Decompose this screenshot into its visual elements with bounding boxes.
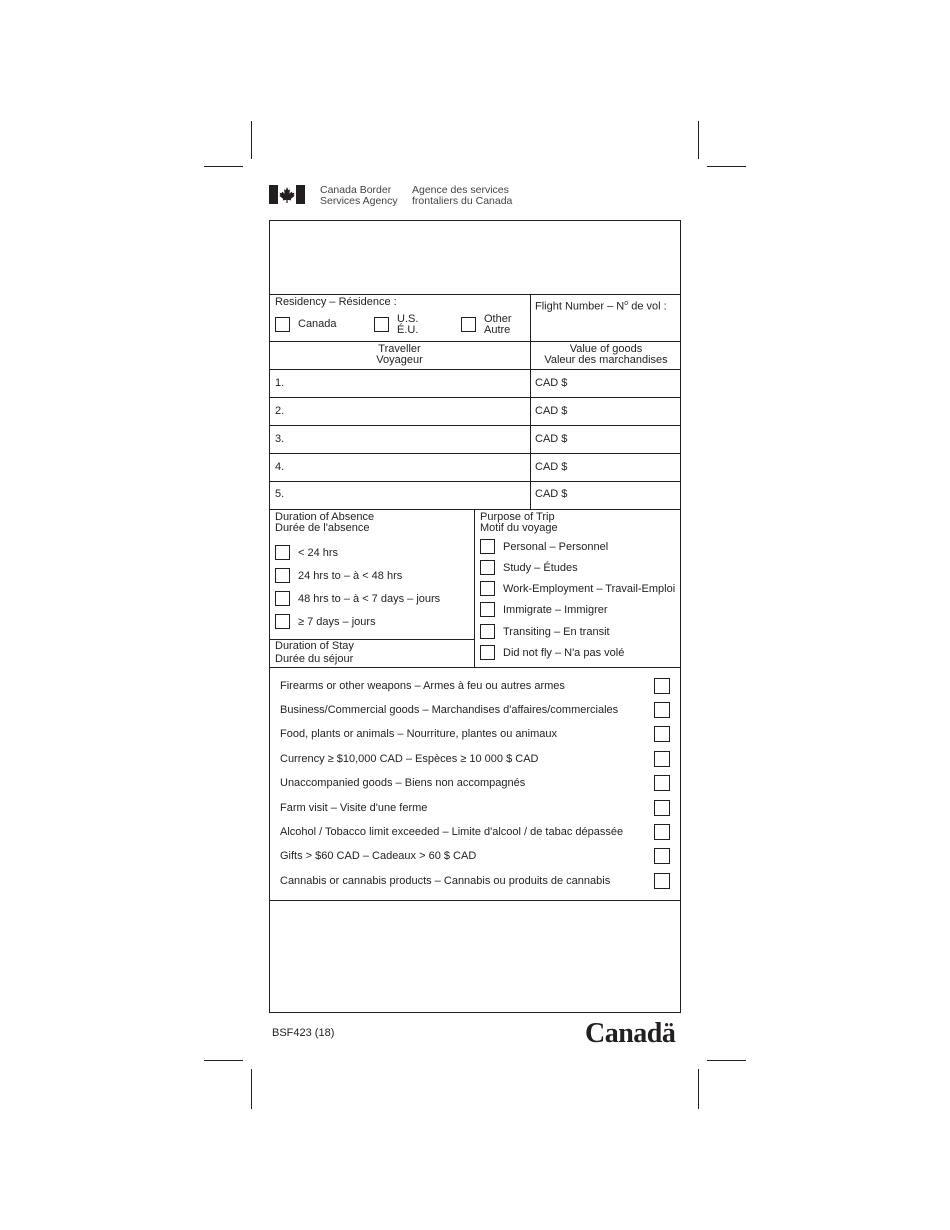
value-header-line2: Valeur des marchandises [544,354,668,366]
declaration-gifts-checkbox[interactable] [654,848,670,864]
duration-stay-heading [275,641,354,665]
divider [269,667,681,668]
traveller-number-2: 2. [275,405,285,417]
purpose-line2: Motif du voyage [480,522,558,534]
residency-canada-label: Canada [298,318,337,330]
value-header [531,344,681,366]
purpose-immigrate-checkbox[interactable] [480,602,495,617]
crop-mark [707,1060,746,1061]
divider [269,294,681,295]
flight-number-label [535,298,667,313]
declaration-label: Unaccompanied goods – Biens non accompagnés [280,777,526,789]
duration-under-24-checkbox[interactable] [275,545,290,560]
divider [269,453,681,454]
crop-mark [707,166,746,167]
crop-mark [204,1060,243,1061]
residency-other-line2: Autre [484,324,511,336]
purpose-study-checkbox[interactable] [480,560,495,575]
duration-stay-line1: Duration of Stay [275,640,354,652]
agency-name-fr [412,185,512,206]
traveller-number-1: 1. [275,377,285,389]
divider [269,509,681,510]
residency-us-line2: É.U. [397,324,419,336]
duration-absence-line1: Duration of Absence [275,511,375,523]
declaration-label: Business/Commercial goods – Marchandises d'affaires/commerciales [280,704,619,716]
declaration-currency-checkbox[interactable] [654,751,670,767]
declaration-label: Currency ≥ $10,000 CAD – Espèces ≥ 10 000 $ CAD [280,753,539,765]
duration-absence-line2: Durée de l'absence [275,522,370,534]
value-header-line1: Value of goods [569,343,643,355]
declaration-label: Gifts > $60 CAD – Cadeaux > 60 $ CAD [280,850,477,862]
traveller-header-line1: Traveller [378,343,421,355]
residency-us-label [397,314,418,336]
purpose-personal-checkbox[interactable] [480,539,495,554]
declaration-label: Alcohol / Tobacco limit exceeded – Limite d'alcool / de tabac dépassée [280,826,624,838]
agency-en-line1: Canada Border [320,184,392,196]
purpose-work-checkbox[interactable] [480,581,495,596]
purpose-did-not-fly-checkbox[interactable] [480,645,495,660]
residency-other-checkbox[interactable] [461,317,476,332]
divider [269,425,681,426]
declaration-food-checkbox[interactable] [654,726,670,742]
agency-fr-line2: frontaliers du Canada [412,194,513,207]
duration-option-label: ≥ 7 days – jours [298,616,376,628]
traveller-number-4: 4. [275,461,285,473]
declaration-alcohol-tobacco-checkbox[interactable] [654,824,670,840]
residency-canada-checkbox[interactable] [275,317,290,332]
purpose-line1: Purpose of Trip [480,511,555,523]
form-code: BSF423 (18) [272,1027,335,1039]
traveller-number-5: 5. [275,488,285,500]
purpose-option-label: Personal – Personnel [503,541,609,553]
agency-fr-line1: Agence des services [412,184,509,196]
declaration-unaccompanied-checkbox[interactable] [654,775,670,791]
duration-option-label: 48 hrs to – à < 7 days – jours [298,593,441,605]
traveller-header [269,344,530,366]
column-divider [530,294,531,509]
residency-us-checkbox[interactable] [374,317,389,332]
duration-48-7days-checkbox[interactable] [275,591,290,606]
purpose-option-label: Transiting – En transit [503,626,610,638]
residency-other-label [484,314,512,336]
crop-mark [698,121,699,159]
purpose-option-label: Study – Études [503,562,578,574]
duration-stay-line2: Durée du séjour [275,653,354,665]
duration-24-48-checkbox[interactable] [275,568,290,583]
purpose-option-label: Did not fly – N'a pas volé [503,647,625,659]
declaration-label: Cannabis or cannabis products – Cannabis ou produits de cannabis [280,875,611,887]
declaration-business-goods-checkbox[interactable] [654,702,670,718]
flight-label-sup: o [624,300,629,307]
residency-other-line1: Other [484,313,512,325]
duration-absence-heading [275,512,374,534]
agency-en-line2: Services Agency [320,194,398,207]
flight-label-suffix: de vol : [628,300,667,313]
crop-mark [698,1069,699,1109]
declaration-label: Food, plants or animals – Nourriture, plantes ou animaux [280,728,557,740]
traveller-value-5: CAD $ [535,488,568,500]
divider [269,341,681,342]
traveller-value-1: CAD $ [535,377,568,389]
traveller-value-4: CAD $ [535,461,568,473]
crop-mark [204,166,243,167]
purpose-option-label: Work-Employment – Travail-Emploi [503,583,676,595]
column-divider [474,509,475,667]
purpose-option-label: Immigrate – Immigrer [503,604,608,616]
residency-us-line1: U.S. [397,313,419,325]
purpose-transiting-checkbox[interactable] [480,624,495,639]
declaration-cannabis-checkbox[interactable] [654,873,670,889]
traveller-value-3: CAD $ [535,433,568,445]
agency-name-en [320,185,398,206]
declaration-label: Firearms or other weapons – Armes à feu ou autres armes [280,680,565,692]
traveller-value-2: CAD $ [535,405,568,417]
duration-option-label: 24 hrs to – à < 48 hrs [298,570,403,582]
declaration-firearms-checkbox[interactable] [654,678,670,694]
divider [269,369,681,370]
crop-mark [251,121,252,159]
duration-7days-plus-checkbox[interactable] [275,614,290,629]
divider [269,481,681,482]
traveller-header-line2: Voyageur [376,354,423,366]
declaration-farm-visit-checkbox[interactable] [654,800,670,816]
traveller-number-3: 3. [275,433,285,445]
purpose-heading [480,512,558,534]
canada-wordmark: Canadä [585,1018,676,1049]
duration-option-label: < 24 hrs [298,547,339,559]
flight-label-prefix: Flight Number – N [535,300,625,313]
declaration-label: Farm visit – Visite d'une ferme [280,802,428,814]
divider [269,397,681,398]
divider [269,900,681,901]
canada-flag-icon [269,185,305,204]
residency-label: Residency – Résidence : [275,296,397,308]
crop-mark [251,1069,252,1109]
